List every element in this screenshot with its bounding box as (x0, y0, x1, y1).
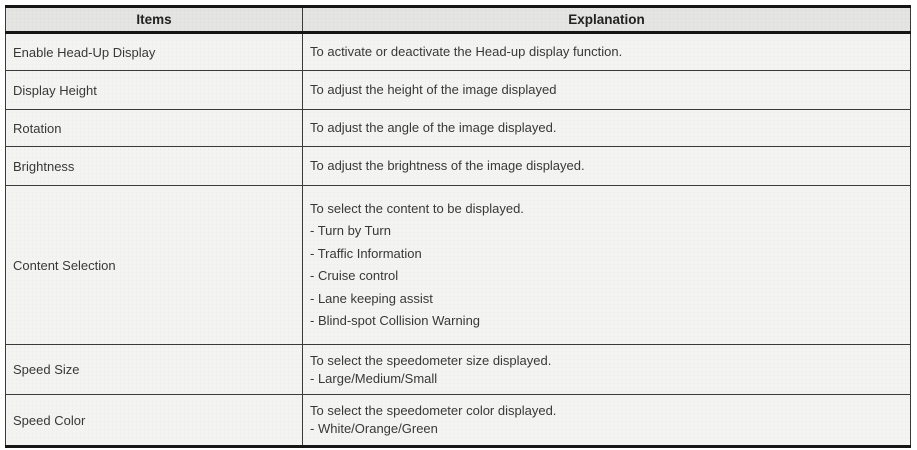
explanation-cell (303, 71, 911, 110)
hud-settings-table (5, 5, 911, 448)
explanation-line: To select the speedometer size displayed. (310, 352, 552, 368)
explanation-cell (303, 395, 911, 447)
item-cell: Speed Size (6, 345, 303, 395)
table-row (6, 110, 911, 147)
explanation-line: To adjust the height of the image displayed (310, 82, 557, 97)
explanation-line: To adjust the angle of the image displayed. (310, 120, 557, 135)
item-cell: Display Height (6, 71, 303, 110)
explanation-line: To select the content to be displayed. (310, 200, 524, 216)
explanation-cell (303, 33, 911, 71)
explanation-cell (303, 110, 911, 147)
explanation-line: - Turn by Turn (310, 223, 391, 238)
explanation-line: - Blind-spot Collision Warning (310, 313, 481, 328)
explanation-cell (303, 345, 911, 395)
table-row (6, 33, 911, 71)
table-row (6, 186, 911, 345)
item-cell: Brightness (6, 147, 303, 186)
item-cell: Content Selection (6, 186, 303, 345)
explanation-line: - Lane keeping assist (310, 290, 433, 306)
header-row (6, 7, 911, 33)
explanation-line: - White/Orange/Green (310, 421, 438, 436)
explanation-line: - Traffic Information (310, 245, 422, 261)
table-row (6, 395, 911, 447)
table-row (6, 147, 911, 186)
item-cell: Enable Head-Up Display (6, 33, 303, 71)
explanation-line: To adjust the brightness of the image displayed. (310, 158, 585, 173)
explanation-cell (303, 147, 911, 186)
explanation-cell (303, 186, 911, 345)
explanation-column-header: Explanation (303, 7, 911, 33)
explanation-line: - Large/Medium/Small (310, 370, 438, 386)
explanation-line: - Cruise control (310, 268, 399, 283)
explanation-line: To select the speedometer color displayed. (310, 403, 557, 418)
table-row (6, 71, 911, 110)
item-cell: Speed Color (6, 395, 303, 447)
items-column-header: Items (6, 7, 303, 33)
explanation-line: To activate or deactivate the Head-up display function. (310, 44, 623, 59)
table-row (6, 345, 911, 395)
item-cell: Rotation (6, 110, 303, 147)
